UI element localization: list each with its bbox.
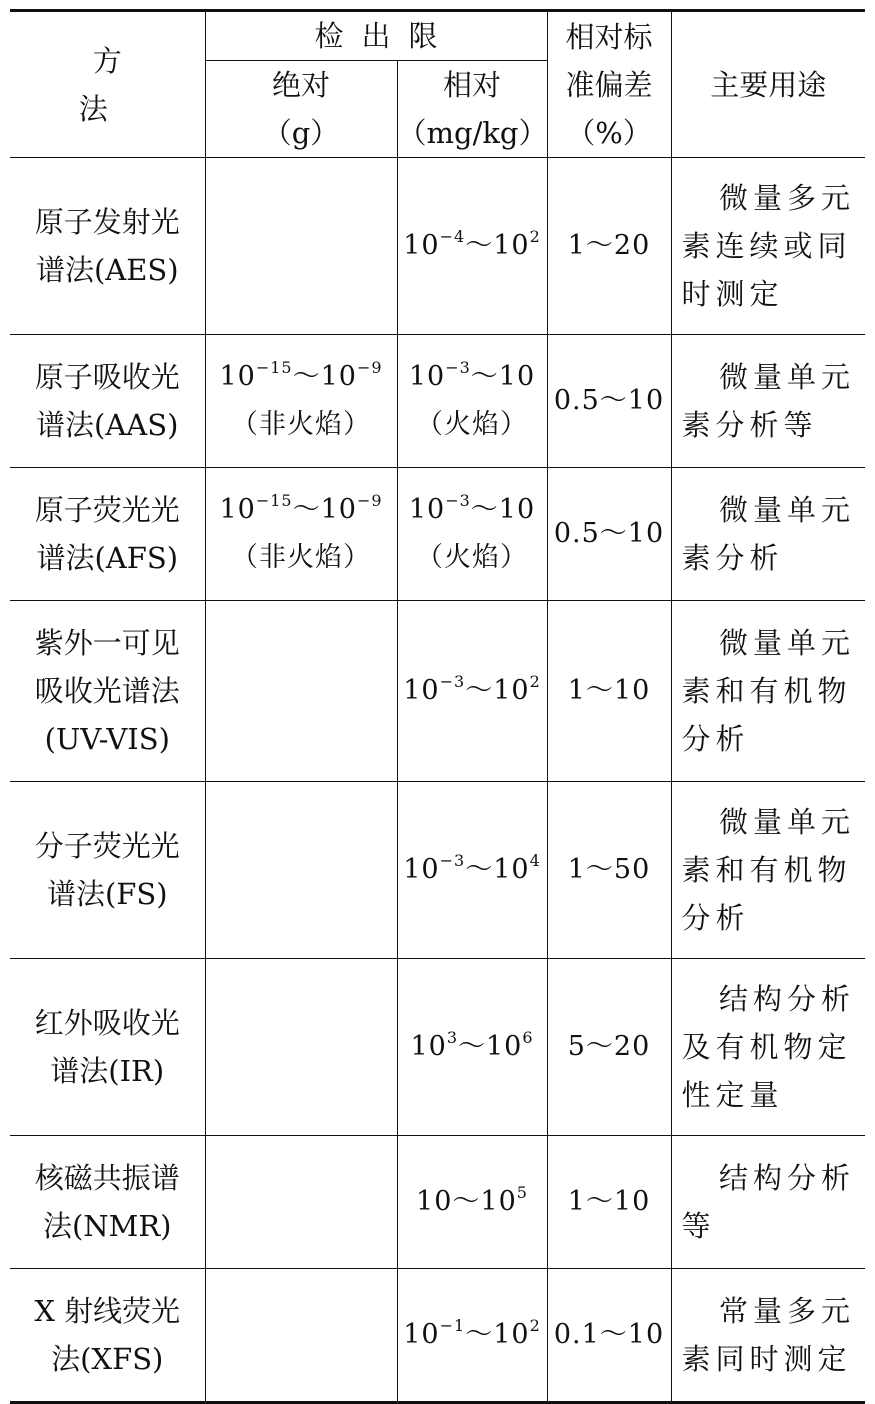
rsd-cell: 0.1～10	[547, 1269, 671, 1403]
relative-limit-cell	[397, 782, 547, 959]
absolute-limit-cell	[205, 335, 397, 468]
relative-limit-note: （火焰）	[416, 409, 528, 440]
method-cell: 原子荧光光 谱法(AFS)	[10, 468, 205, 601]
table-row	[10, 158, 865, 335]
analysis-methods-table	[10, 9, 865, 1404]
absolute-limit-cell	[205, 959, 397, 1136]
relative-limit-value: $10^{-4}\sim 10^2$	[403, 227, 541, 261]
table-row	[10, 959, 865, 1136]
absolute-limit-cell	[205, 468, 397, 601]
relative-limit-cell	[397, 158, 547, 335]
absolute-limit-cell	[205, 1136, 397, 1269]
method-cell: 原子吸收光 谱法(AAS)	[10, 335, 205, 468]
rsd-cell: 1～10	[547, 1136, 671, 1269]
absolute-limit-note: （非火焰）	[231, 542, 371, 573]
rsd-cell: 1～50	[547, 782, 671, 959]
rsd-cell: 0.5～10	[547, 335, 671, 468]
method-cell: 原子发射光 谱法(AES)	[10, 158, 205, 335]
table-row	[10, 1269, 865, 1403]
use-cell: 微量多元 素连续或同 时测定	[671, 158, 865, 335]
relative-limit-value: $10^{-3}\sim 10$	[408, 491, 536, 525]
table-row	[10, 601, 865, 782]
absolute-limit-cell	[205, 1269, 397, 1403]
relative-limit-value: $10^3\sim 10^6$	[410, 1028, 534, 1062]
absolute-limit-cell	[205, 158, 397, 335]
method-cell: 紫外一可见 吸收光谱法 (UV-VIS)	[10, 601, 205, 782]
relative-limit-cell	[397, 468, 547, 601]
use-cell: 结构分析 等	[671, 1136, 865, 1269]
absolute-limit-note: （非火焰）	[231, 409, 371, 440]
use-cell: 微量单元 素分析等	[671, 335, 865, 468]
absolute-limit-cell	[205, 782, 397, 959]
use-cell: 微量单元 素分析	[671, 468, 865, 601]
table-row	[10, 1136, 865, 1269]
header-relative: 相对 （mg/kg）	[397, 61, 547, 158]
rsd-cell: 1～20	[547, 158, 671, 335]
relative-limit-cell	[397, 601, 547, 782]
method-cell: 分子荧光光 谱法(FS)	[10, 782, 205, 959]
header-use: 主要用途	[671, 11, 865, 158]
relative-limit-value: $10\sim 10^5$	[416, 1183, 528, 1217]
rsd-cell: 5～20	[547, 959, 671, 1136]
header-detection-limit: 检出限	[205, 11, 547, 61]
use-cell: 微量单元 素和有机物 分析	[671, 782, 865, 959]
use-cell: 结构分析 及有机物定 性定量	[671, 959, 865, 1136]
absolute-limit-value: $10^{-15}\sim 10^{-9}$	[219, 491, 383, 525]
header-absolute: 绝对 （g）	[205, 61, 397, 158]
method-cell: 核磁共振谱 法(NMR)	[10, 1136, 205, 1269]
method-cell: X 射线荧光 法(XFS)	[10, 1269, 205, 1403]
header-rsd: 相对标 准偏差 （%）	[547, 11, 671, 158]
relative-limit-cell	[397, 335, 547, 468]
header-method: 方 法	[10, 11, 205, 158]
relative-limit-cell	[397, 1136, 547, 1269]
absolute-limit-cell	[205, 601, 397, 782]
table-row	[10, 782, 865, 959]
table-row	[10, 335, 865, 468]
table-body	[10, 158, 865, 1403]
use-cell: 微量单元 素和有机物 分析	[671, 601, 865, 782]
relative-limit-value: $10^{-1}\sim 10^2$	[403, 1316, 541, 1350]
relative-limit-value: $10^{-3}\sim 10^4$	[403, 851, 541, 885]
relative-limit-cell	[397, 1269, 547, 1403]
absolute-limit-value: $10^{-15}\sim 10^{-9}$	[219, 358, 383, 392]
rsd-cell: 0.5～10	[547, 468, 671, 601]
relative-limit-value: $10^{-3}\sim 10^2$	[403, 672, 541, 706]
rsd-cell: 1～10	[547, 601, 671, 782]
relative-limit-note: （火焰）	[416, 542, 528, 573]
header-row-1	[10, 11, 865, 61]
use-cell: 常量多元 素同时测定	[671, 1269, 865, 1403]
table-row	[10, 468, 865, 601]
method-cell: 红外吸收光 谱法(IR)	[10, 959, 205, 1136]
relative-limit-value: $10^{-3}\sim 10$	[408, 358, 536, 392]
relative-limit-cell	[397, 959, 547, 1136]
